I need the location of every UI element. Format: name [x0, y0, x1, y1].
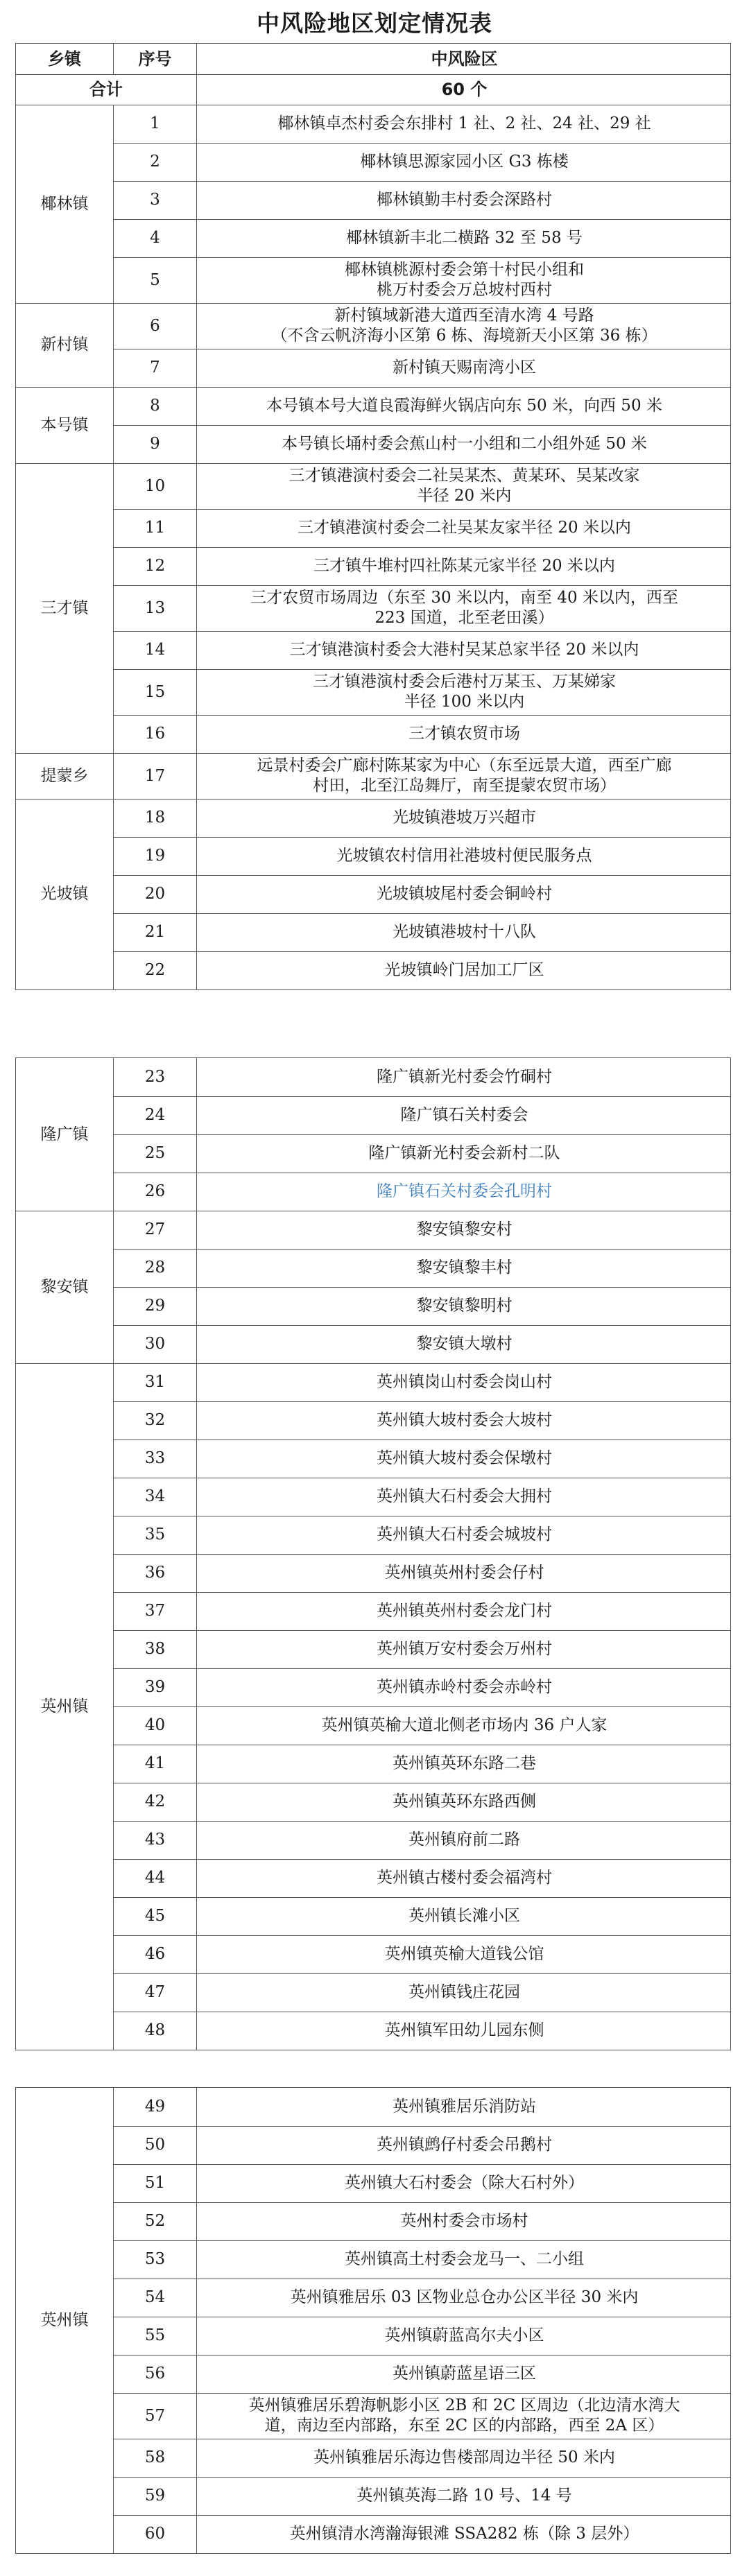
row-number: 30	[114, 1325, 197, 1363]
row-number: 55	[114, 2317, 197, 2355]
risk-area-name: 英州镇古楼村委会福湾村	[377, 1869, 552, 1887]
row-number: 26	[114, 1173, 197, 1211]
table-row	[16, 2088, 730, 2126]
town-name: 椰林镇	[16, 105, 114, 303]
risk-area-name: 英州镇清水湾瀚海银滩 SSA282 栋（除 3 层外）	[289, 2525, 639, 2543]
table-row	[16, 1363, 730, 1401]
table-row	[16, 1783, 730, 1821]
row-number: 32	[114, 1401, 197, 1440]
table-row	[16, 913, 730, 951]
table-row	[16, 181, 730, 219]
table-row	[16, 1592, 730, 1630]
risk-area-name: 英州镇蔚蓝高尔夫小区	[384, 2326, 544, 2344]
risk-area-name: 英州镇英环东路西侧	[393, 1792, 536, 1810]
table-row	[16, 1058, 730, 1096]
row-number: 2	[114, 143, 197, 181]
header-area: 中风险区	[431, 49, 498, 69]
risk-area-name: 英州镇万安村委会万州村	[377, 1640, 552, 1658]
risk-area-name: 三才镇牛堆村四社陈某元家半径 20 米以内	[313, 557, 615, 575]
risk-area-name: 英州镇英州村委会龙门村	[377, 1602, 552, 1620]
table-row	[16, 1249, 730, 1287]
risk-area-name: 新村镇天赐南湾小区	[393, 358, 536, 377]
table-row	[16, 1897, 730, 1935]
table-row	[16, 1173, 730, 1211]
risk-area-name: 英州镇雅居乐碧海帆影小区 2B 和 2C 区周边（北边清水湾大 道，南边至内部路，东至 2C 区的内部路，西至 2A 区）	[248, 2396, 680, 2435]
row-number: 15	[114, 669, 197, 715]
total-row	[16, 74, 730, 105]
row-number: 60	[114, 2515, 197, 2553]
table-row	[16, 1211, 730, 1249]
risk-area-name: 英州镇雅居乐海边售楼部周边半径 50 米内	[313, 2448, 615, 2466]
town-name: 本号镇	[16, 387, 114, 463]
row-number: 27	[114, 1211, 197, 1249]
header-no: 序号	[114, 44, 197, 74]
table-row	[16, 1440, 730, 1478]
table-row	[16, 303, 730, 349]
table-panel	[15, 1057, 731, 2050]
row-number: 7	[114, 349, 197, 387]
table-row	[16, 2515, 730, 2553]
header-town: 乡镇	[16, 44, 114, 74]
risk-area-name: 本号镇本号大道良霞海鲜火锅店向东 50 米，向西 50 米	[266, 397, 662, 415]
row-number: 9	[114, 425, 197, 463]
risk-area-name: 三才镇港演村委会后港村万某玉、万某娣家 半径 100 米以内	[313, 673, 616, 711]
row-number: 52	[114, 2202, 197, 2240]
table-row	[16, 1401, 730, 1440]
row-number: 36	[114, 1554, 197, 1592]
row-number: 31	[114, 1363, 197, 1401]
table-row	[16, 1478, 730, 1516]
row-number: 4	[114, 219, 197, 257]
table-row	[16, 669, 730, 715]
row-number: 45	[114, 1897, 197, 1935]
row-number: 50	[114, 2126, 197, 2164]
risk-area-name: 英州镇蔚蓝星语三区	[393, 2365, 536, 2383]
town-name: 黎安镇	[16, 1211, 114, 1363]
risk-area-name: 三才农贸市场周边（东至 30 米以内，南至 40 米以内，西至 223 国道，北至老田溪）	[250, 589, 678, 627]
risk-area-name: 椰林镇新丰北二横路 32 至 58 号	[346, 229, 583, 247]
row-number: 20	[114, 875, 197, 913]
risk-area-name: 三才镇港演村委会二社吴某友家半径 20 米以内	[298, 519, 631, 537]
risk-area-name: 英州镇鹧仔村委会吊鹅村	[377, 2136, 552, 2154]
risk-area-name: 英州镇大石村委会大拥村	[377, 1487, 552, 1505]
table-row	[16, 1287, 730, 1325]
row-number: 40	[114, 1706, 197, 1745]
table-row	[16, 1554, 730, 1592]
row-number: 22	[114, 951, 197, 989]
table-row	[16, 2279, 730, 2317]
risk-area-name: 英州镇大坡村委会大坡村	[377, 1411, 552, 1429]
row-number: 24	[114, 1096, 197, 1134]
risk-area-name: 光坡镇岭门居加工厂区	[384, 961, 544, 979]
risk-area-name: 光坡镇坡尾村委会铜岭村	[377, 885, 552, 903]
row-number: 16	[114, 715, 197, 753]
town-name: 英州镇	[16, 1363, 114, 2050]
total-label: 合计	[16, 74, 197, 105]
table-row	[16, 1935, 730, 1973]
table-row	[16, 585, 730, 631]
risk-area-name: 黎安镇黎安村	[416, 1220, 513, 1238]
risk-area-name: 隆广镇新光村委会竹硐村	[377, 1068, 552, 1086]
table-row	[16, 1134, 730, 1173]
table-row	[16, 1745, 730, 1783]
row-number: 57	[114, 2393, 197, 2439]
risk-area-name: 黎安镇黎明村	[416, 1297, 513, 1315]
risk-area-name: 英州镇英榆大道北侧老市场内 36 户人家	[321, 1716, 608, 1734]
table-row	[16, 1668, 730, 1706]
row-number: 13	[114, 585, 197, 631]
row-number: 25	[114, 1134, 197, 1173]
risk-area-name: 光坡镇农村信用社港坡村便民服务点	[336, 847, 592, 865]
table-row	[16, 2439, 730, 2477]
table-row	[16, 875, 730, 913]
row-number: 48	[114, 2012, 197, 2050]
risk-area-name: 新村镇域新港大道西至清水湾 4 号路 （不含云帆济海小区第 6 栋、海境新天小区第 36 栋）	[271, 306, 657, 345]
row-number: 29	[114, 1287, 197, 1325]
risk-area-name: 光坡镇港坡万兴超市	[393, 809, 536, 827]
table-panel	[15, 2087, 731, 2554]
risk-area-name: 英州镇大石村委会（除大石村外）	[345, 2174, 584, 2192]
row-number: 43	[114, 1821, 197, 1859]
risk-area-name: 英州镇大石村委会城坡村	[377, 1525, 552, 1544]
row-number: 3	[114, 181, 197, 219]
row-number: 5	[114, 257, 197, 303]
row-number: 19	[114, 837, 197, 875]
table-header-row	[16, 44, 730, 74]
table-row	[16, 425, 730, 463]
row-number: 38	[114, 1630, 197, 1668]
table-row	[16, 715, 730, 753]
risk-area-name: 英州镇岗山村委会岗山村	[377, 1373, 552, 1391]
risk-area-name: 椰林镇桃源村委会第十村民小组和 桃万村委会万总坡村西村	[345, 261, 584, 299]
table-row	[16, 349, 730, 387]
table-row	[16, 2355, 730, 2393]
row-number: 39	[114, 1668, 197, 1706]
row-number: 12	[114, 547, 197, 585]
row-number: 46	[114, 1935, 197, 1973]
row-number: 35	[114, 1516, 197, 1554]
risk-area-name: 英州镇英环东路二巷	[393, 1754, 536, 1772]
table-row	[16, 1325, 730, 1363]
row-number: 54	[114, 2279, 197, 2317]
risk-area-name: 英州镇雅居乐 03 区物业总仓办公区半径 30 米内	[290, 2288, 639, 2306]
risk-area-name: 英州镇高土村委会龙马一、二小组	[345, 2250, 584, 2268]
risk-area-name: 三才镇港演村委会大港村吴某总家半径 20 米以内	[289, 641, 639, 659]
risk-area-name: 椰林镇勤丰村委会深路村	[377, 191, 552, 209]
table-row	[16, 2393, 730, 2439]
town-name: 光坡镇	[16, 799, 114, 989]
row-number: 58	[114, 2439, 197, 2477]
row-number: 6	[114, 303, 197, 349]
town-name: 新村镇	[16, 303, 114, 387]
risk-area-name: 隆广镇石关村委会	[400, 1106, 528, 1124]
risk-area-name: 英州镇英州村委会仔村	[384, 1564, 544, 1582]
table-row	[16, 2202, 730, 2240]
table-row	[16, 1096, 730, 1134]
table-row	[16, 1706, 730, 1745]
row-number: 10	[114, 463, 197, 509]
risk-area-name: 英州镇英海二路 10 号、14 号	[356, 2487, 572, 2505]
row-number: 44	[114, 1859, 197, 1897]
risk-area-name: 椰林镇思源家园小区 G3 栋楼	[360, 153, 569, 171]
risk-area-name: 黎安镇大墩村	[416, 1335, 513, 1353]
table-row	[16, 463, 730, 509]
table-row	[16, 799, 730, 837]
risk-area-name: 英州镇府前二路	[408, 1831, 520, 1849]
row-number: 28	[114, 1249, 197, 1287]
town-name: 英州镇	[16, 2088, 114, 2553]
risk-area-name: 椰林镇卓杰村委会东排村 1 社、2 社、24 社、29 社	[277, 114, 651, 132]
row-number: 51	[114, 2164, 197, 2202]
row-number: 11	[114, 509, 197, 547]
row-number: 17	[114, 753, 197, 799]
risk-area-name: 隆广镇石关村委会孔明村	[377, 1182, 552, 1200]
table-panel	[15, 43, 731, 990]
risk-area-name: 三才镇港演村委会二社吴某杰、黄某环、吴某改家 半径 20 米内	[289, 467, 640, 505]
risk-area-name: 英州镇赤岭村委会赤岭村	[377, 1678, 552, 1696]
page-title: 中风险地区划定情况表	[257, 9, 492, 37]
table-row	[16, 1859, 730, 1897]
risk-area-name: 光坡镇港坡村十八队	[393, 923, 536, 941]
table-row	[16, 753, 730, 799]
row-number: 8	[114, 387, 197, 425]
row-number: 34	[114, 1478, 197, 1516]
table-row	[16, 2477, 730, 2515]
total-value: 60 个	[441, 79, 488, 99]
risk-area-name: 英州镇钱庄花园	[408, 1983, 520, 2001]
table-row	[16, 951, 730, 989]
town-name: 三才镇	[16, 463, 114, 753]
risk-area-name: 黎安镇黎丰村	[416, 1259, 513, 1277]
table-row	[16, 509, 730, 547]
table-row	[16, 631, 730, 669]
row-number: 37	[114, 1592, 197, 1630]
risk-area-name: 隆广镇新光村委会新村二队	[368, 1144, 560, 1162]
row-number: 56	[114, 2355, 197, 2393]
risk-area-name: 远景村委会广廊村陈某家为中心（东至远景大道，西至广廊 村田，北至江岛舞厅，南至提蒙农贸市场）	[257, 757, 672, 795]
table-row	[16, 2012, 730, 2050]
table-row	[16, 837, 730, 875]
row-number: 23	[114, 1058, 197, 1096]
row-number: 14	[114, 631, 197, 669]
table-row	[16, 1821, 730, 1859]
row-number: 33	[114, 1440, 197, 1478]
risk-area-name: 英州镇大坡村委会保墩村	[377, 1449, 552, 1467]
table-row	[16, 105, 730, 143]
row-number: 47	[114, 1973, 197, 2012]
table-row	[16, 387, 730, 425]
table-row	[16, 257, 730, 303]
risk-area-name: 英州村委会市场村	[400, 2212, 528, 2230]
table-row	[16, 219, 730, 257]
row-number: 1	[114, 105, 197, 143]
town-name: 提蒙乡	[16, 753, 114, 799]
row-number: 53	[114, 2240, 197, 2279]
risk-area-name: 本号镇长埇村委会蕉山村一小组和二小组外延 50 米	[282, 435, 647, 453]
table-row	[16, 1516, 730, 1554]
table-row	[16, 547, 730, 585]
risk-area-name: 英州镇长滩小区	[408, 1907, 520, 1925]
table-row	[16, 2240, 730, 2279]
town-name: 隆广镇	[16, 1058, 114, 1211]
table-row	[16, 1973, 730, 2012]
row-number: 21	[114, 913, 197, 951]
risk-area-name: 英州镇军田幼儿园东侧	[384, 2021, 544, 2039]
row-number: 18	[114, 799, 197, 837]
row-number: 59	[114, 2477, 197, 2515]
row-number: 42	[114, 1783, 197, 1821]
row-number: 49	[114, 2088, 197, 2126]
table-row	[16, 2164, 730, 2202]
table-row	[16, 2126, 730, 2164]
row-number: 41	[114, 1745, 197, 1783]
risk-area-name: 英州镇雅居乐消防站	[393, 2098, 536, 2116]
risk-area-name: 三才镇农贸市场	[408, 725, 520, 743]
risk-area-name: 英州镇英榆大道钱公馆	[384, 1945, 544, 1963]
table-row	[16, 2317, 730, 2355]
table-row	[16, 1630, 730, 1668]
table-row	[16, 143, 730, 181]
